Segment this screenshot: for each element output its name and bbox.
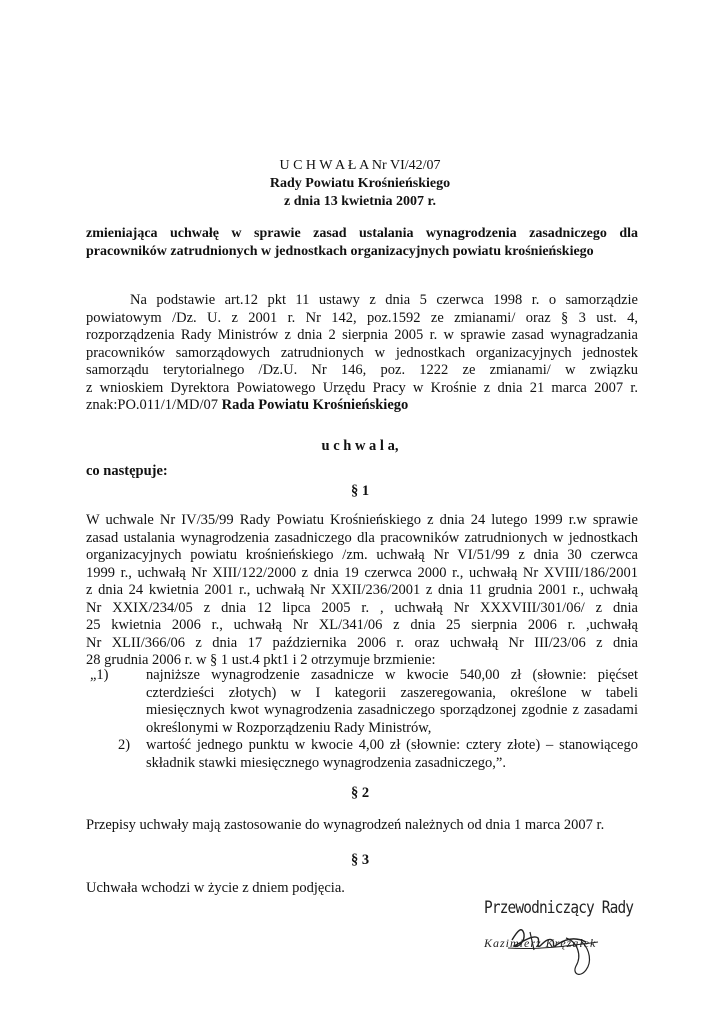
preamble-council: Rada Powiatu Krośnieńskiego	[221, 397, 409, 413]
section-1-line: zasad ustalania wynagrodzenia zasadniczego dla pracowników zatrudnionych w jednostkach	[86, 529, 638, 546]
preamble-last-line	[86, 397, 638, 415]
section-1-body	[86, 512, 638, 670]
preamble-line: samorządu terytorialnego /Dz.U. Nr 146, poz. 1222 ze zmianami/ w związku	[86, 362, 638, 378]
item-2-line: składnik stawki miesięcznego wynagrodzenia zasadniczego,”.	[146, 754, 506, 771]
item-1-marker: „1)	[90, 667, 109, 683]
preamble-line: Na podstawie art.12 pkt 11 ustawy z dnia 5 czerwca 1998 r. o samorządzie	[130, 292, 638, 308]
section-1-line: W uchwale Nr IV/35/99 Rady Powiatu Krośnieńskiego z dnia 24 lutego 1999 r.w sprawie	[86, 512, 638, 528]
resolves-heading: u c h w a l a,	[321, 438, 399, 454]
item-1-line: najniższe wynagrodzenie zasadnicze w kwocie 540,00 zł (słownie: pięćset	[146, 667, 638, 683]
council-name: Rady Powiatu Krośnieńskiego	[269, 176, 451, 191]
preamble-line: rozporządzenia Rady Ministrów z dnia 2 sierpnia 2005 r. w sprawie zasad wynagradzania	[86, 327, 638, 343]
section-1-line: 25 kwietnia 2006 r., uchwałą Nr XL/341/06 z dnia 25 sierpnia 2006 r. ,uchwałą	[86, 617, 638, 633]
chairman-stamp: Przewodniczący Rady	[484, 898, 634, 918]
section-1-line: z dnia 24 kwietnia 2001 r., uchwałą Nr XXII/236/2001 z dnia 11 grudnia 2001 r., uchwałą	[86, 582, 638, 598]
preamble	[86, 292, 638, 415]
section-1-line: 28 grudnia 2006 r. w § 1 ust.4 pkt1 i 2 otrzymuje brzmienie:	[86, 652, 436, 668]
item-2-line: wartość jednego punktu w kwocie 4,00 zł (słownie: cztery złote) – stanowiącego	[146, 737, 638, 753]
item-2-body	[146, 737, 638, 772]
section-1-line: organizacyjnych powiatu krośnieńskiego /zm. uchwałą Nr VI/51/99 z dnia 30 czerwca	[86, 547, 638, 563]
as-follows: co następuje:	[86, 463, 168, 479]
item-1-line: określonymi w Rozporządzeniu Rady Ministrów,	[146, 719, 432, 736]
section-1-heading: § 1	[350, 483, 370, 499]
item-1-line: miesięcznych kwot wynagrodzenia zasadniczego sporządzonej zgodnie z zasadami	[146, 702, 638, 718]
subject-line-2: pracowników zatrudnionych w jednostkach organizacyjnych powiatu krośnieńskiego	[86, 244, 594, 259]
resolution-date: z dnia 13 kwietnia 2007 r.	[284, 194, 436, 209]
item-1-body	[146, 667, 638, 737]
handwritten-signature-icon	[478, 912, 628, 982]
section-3-text: Uchwała wchodzi w życie z dniem podjęcia.	[86, 880, 345, 896]
section-1-line: Nr XLII/366/06 z dnia 17 października 2006 r. oraz uchwałą Nr III/23/06 z dnia	[86, 634, 638, 651]
chairman-name: Kazimierz Krężałek	[484, 936, 597, 950]
preamble-reference: znak:PO.011/1/MD/07	[86, 397, 222, 413]
section-1-line: Nr XXIX/234/05 z dnia 12 lipca 2005 r. , uchwałą Nr XXXVIII/301/06/ z dnia	[86, 599, 638, 616]
preamble-line: pracowników samorządowych zatrudnionych w jednostkach organizacyjnych jednostek	[86, 344, 638, 361]
subject-block	[86, 225, 638, 261]
section-2-text: Przepisy uchwały mają zastosowanie do wynagrodzeń należnych od dnia 1 marca 2007 r.	[86, 817, 605, 833]
section-1-line: 1999 r., uchwałą Nr XIII/122/2000 z dnia 19 czerwca 2000 r., uchwałą Nr XVIII/186/2001	[86, 564, 638, 581]
section-3-heading: § 3	[350, 852, 370, 868]
preamble-line: powiatowym /Dz. U. z 2001 r. Nr 142, poz.1592 ze zmianami/ oraz § 3 ust. 4,	[86, 309, 638, 326]
resolution-title: U C H W A Ł A Nr VI/42/07	[279, 158, 441, 173]
item-1-line: czterdzieści złotych) w I kategorii zaszeregowania, określone w tabeli	[146, 684, 638, 701]
preamble-line: z wnioskiem Dyrektora Powiatowego Urzędu Pracy w Krośnie z dnia 21 marca 2007 r.	[86, 379, 638, 396]
item-2-marker: 2)	[118, 737, 131, 753]
section-2-heading: § 2	[350, 785, 370, 801]
subject-line-1: zmieniająca uchwałę w sprawie zasad ustalania wynagrodzenia zasadniczego dla	[86, 226, 638, 241]
